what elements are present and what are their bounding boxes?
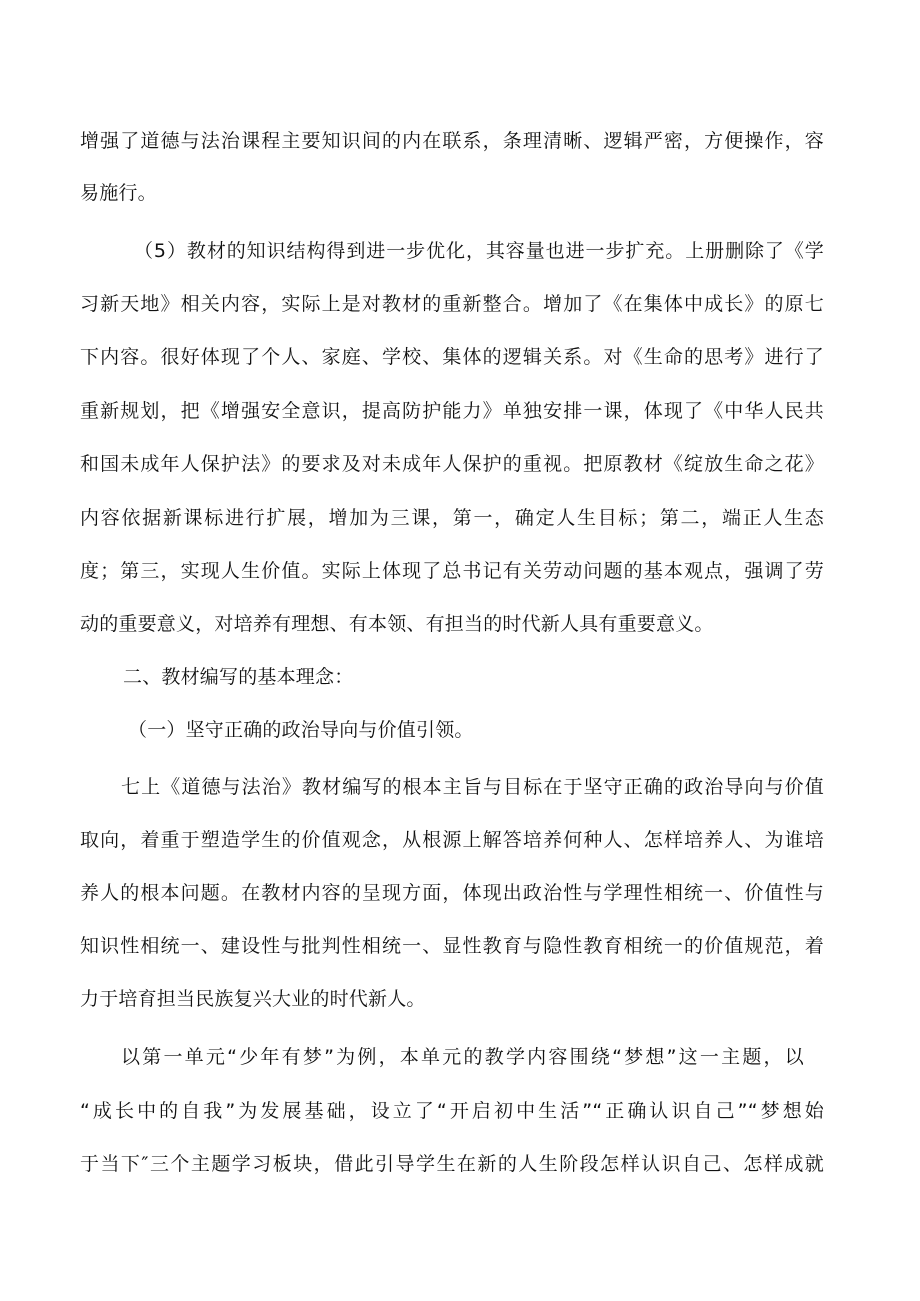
text-line: 七上《道德与法治》教材编写的根本主旨与目标在于坚守正确的政治导向与价值 <box>121 776 824 798</box>
text-line: 内容依据新课标进行扩展，增加为三课，第一，确定人生目标；第二，端正人生态 <box>80 507 824 529</box>
text-line: 重新规划，把《增强安全意识，提高防护能力》单独安排一课，体现了《中华人民共 <box>80 400 824 422</box>
text-line: 和国未成年人保护法》的要求及对未成年人保护的重视。把原教材《绽放生命之花》 <box>80 453 824 475</box>
text-line: 易施行。 <box>80 182 157 204</box>
text-line: （5）教材的知识结构得到进一步优化，其容量也进一步扩充。上册删除了《学 <box>134 240 824 262</box>
text-line: 养人的根本问题。在教材内容的呈现方面，体现出政治性与学理性相统一、价值性与 <box>80 882 824 904</box>
text-line: “成长中的自我”为发展基础，设立了“开启初中生活”“正确认识自己”“梦想始 <box>80 1100 824 1122</box>
section-heading: 二、教材编写的基本理念： <box>123 666 354 688</box>
text-line: 下内容。很好体现了个人、家庭、学校、集体的逻辑关系。对《生命的思考》进行了 <box>80 346 824 368</box>
text-line: 增强了道德与法治课程主要知识间的内在联系，条理清晰、逻辑严密，方便操作，容 <box>80 130 824 152</box>
text-line: 于当下″三个主题学习板块，借此引导学生在新的人生阶段怎样认识自己、怎样成就 <box>80 1153 824 1175</box>
text-line: 知识性相统一、建设性与批判性相统一、显性教育与隐性教育相统一的价值规范，着 <box>80 935 824 957</box>
text-line: 动的重要意义，对培养有理想、有本领、有担当的时代新人具有重要意义。 <box>80 613 714 635</box>
text-line: 取向，着重于塑造学生的价值观念，从根源上解答培养何种人、怎样培养人、为谁培 <box>80 829 824 851</box>
text-line: 习新天地》相关内容，实际上是对教材的重新整合。增加了《在集体中成长》的原七 <box>80 293 824 315</box>
text-line: 以第一单元“少年有梦”为例，本单元的教学内容围绕“梦想”这一主题，以 <box>121 1046 804 1068</box>
text-line: 度；第三，实现人生价值。实际上体现了总书记有关劳动问题的基本观点，强调了劳 <box>80 560 824 582</box>
subsection-heading: （一）坚守正确的政治导向与价值引领。 <box>128 719 474 741</box>
text-line: 力于培育担当民族复兴大业的时代新人。 <box>80 988 426 1010</box>
